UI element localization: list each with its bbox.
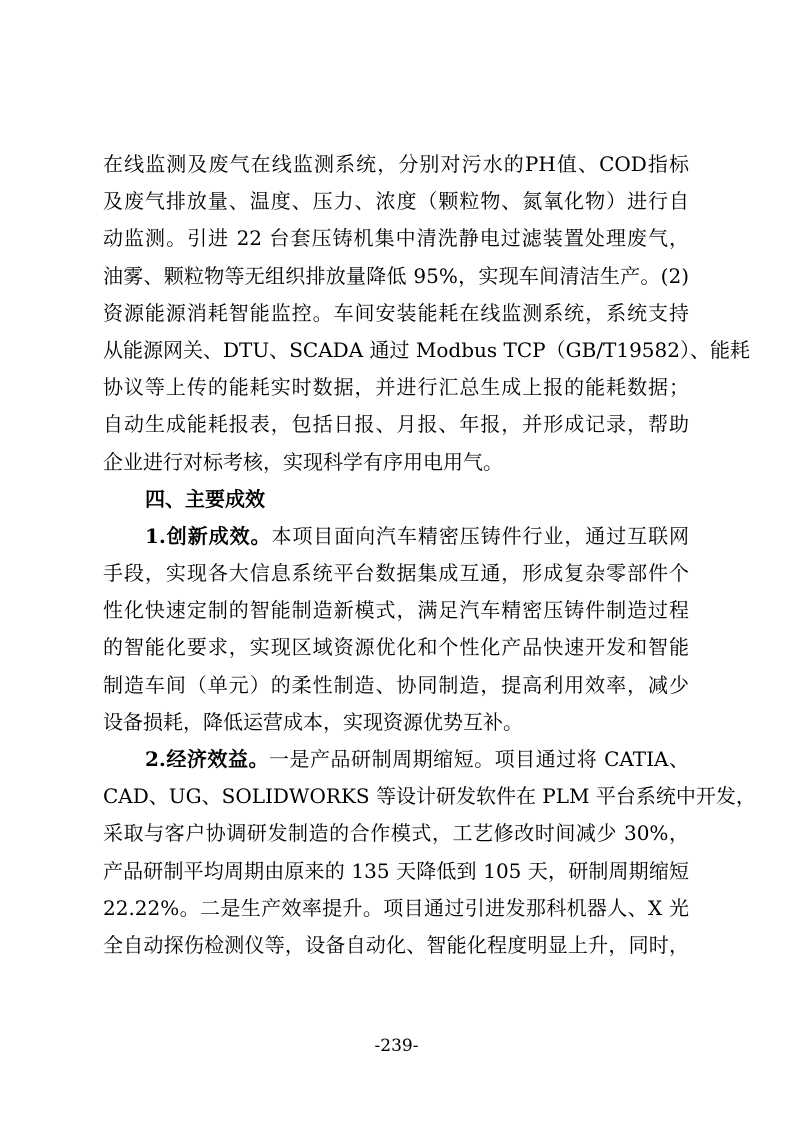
body-text <box>103 146 756 964</box>
page-number: -239- <box>374 1036 419 1056</box>
text-line: 油雾、颗粒物等无组织排放量降低 95%，实现车间清洁生产。(2) <box>103 263 689 288</box>
text-line: 产品研制平均周期由原来的 135 天降低到 105 天，研制周期缩短 <box>103 858 689 883</box>
text-line: 采取与客户协调研发制造的合作模式，工艺修改时间减少 30%， <box>103 821 689 846</box>
text-line: 资源能源消耗智能监控。车间安装能耗在线监测系统，系统支持 <box>103 300 689 325</box>
text-line: 在线监测及废气在线监测系统，分别对污水的PH值、COD指标 <box>103 152 689 176</box>
text-line: 企业进行对标考核，实现科学有序用电用气。 <box>103 449 503 474</box>
paragraph-lead: 1.创新成效。 <box>145 523 272 548</box>
paragraph-lead: 2.经济效益。 <box>145 747 269 771</box>
text-line: 自动生成能耗报表，包括日报、月报、年报，并形成记录，帮助 <box>103 412 689 437</box>
text-line: 的智能化要求，实现区域资源优化和个性化产品快速开发和智能 <box>103 635 689 660</box>
text-line: 22.22%。二是生产效率提升。项目通过引进发那科机器人、X 光 <box>103 895 689 920</box>
text-line: 性化快速定制的智能制造新模式，满足汽车精密压铸件制造过程 <box>103 598 689 623</box>
paragraph-first-line <box>103 741 689 778</box>
paragraph-first-line <box>103 518 689 555</box>
text-line: 从能源网关、DTU、SCADA 通过 Modbus TCP（GB/T19582）、能耗 <box>103 337 750 362</box>
paragraph-text: 一是产品研制周期缩短。项目通过将 CATIA、 <box>268 747 689 771</box>
text-line: 动监测。引进 22 台套压铸机集中清洗静电过滤装置处理废气， <box>103 226 689 251</box>
text-line: 手段，实现各大信息系统平台数据集成互通，形成复杂零部件个 <box>103 561 689 586</box>
text-line: 全自动探伤检测仪等，设备自动化、智能化程度明显上升，同时， <box>103 932 689 957</box>
text-line: CAD、UG、SOLIDWORKS 等设计研发软件在 PLM 平台系统中开发， <box>103 784 756 809</box>
section-heading: 四、主要成效 <box>145 486 265 511</box>
text-line: 及废气排放量、温度、压力、浓度（颗粒物、氮氧化物）进行自 <box>103 189 689 214</box>
text-line: 协议等上传的能耗实时数据，并进行汇总生成上报的能耗数据； <box>103 375 689 400</box>
text-line: 设备损耗，降低运营成本，实现资源优势互补。 <box>103 709 523 734</box>
paragraph-text: 本项目面向汽车精密压铸件行业，通过互联网 <box>271 523 690 548</box>
text-line: 制造车间（单元）的柔性制造、协同制造，提高利用效率，减少 <box>103 672 689 697</box>
